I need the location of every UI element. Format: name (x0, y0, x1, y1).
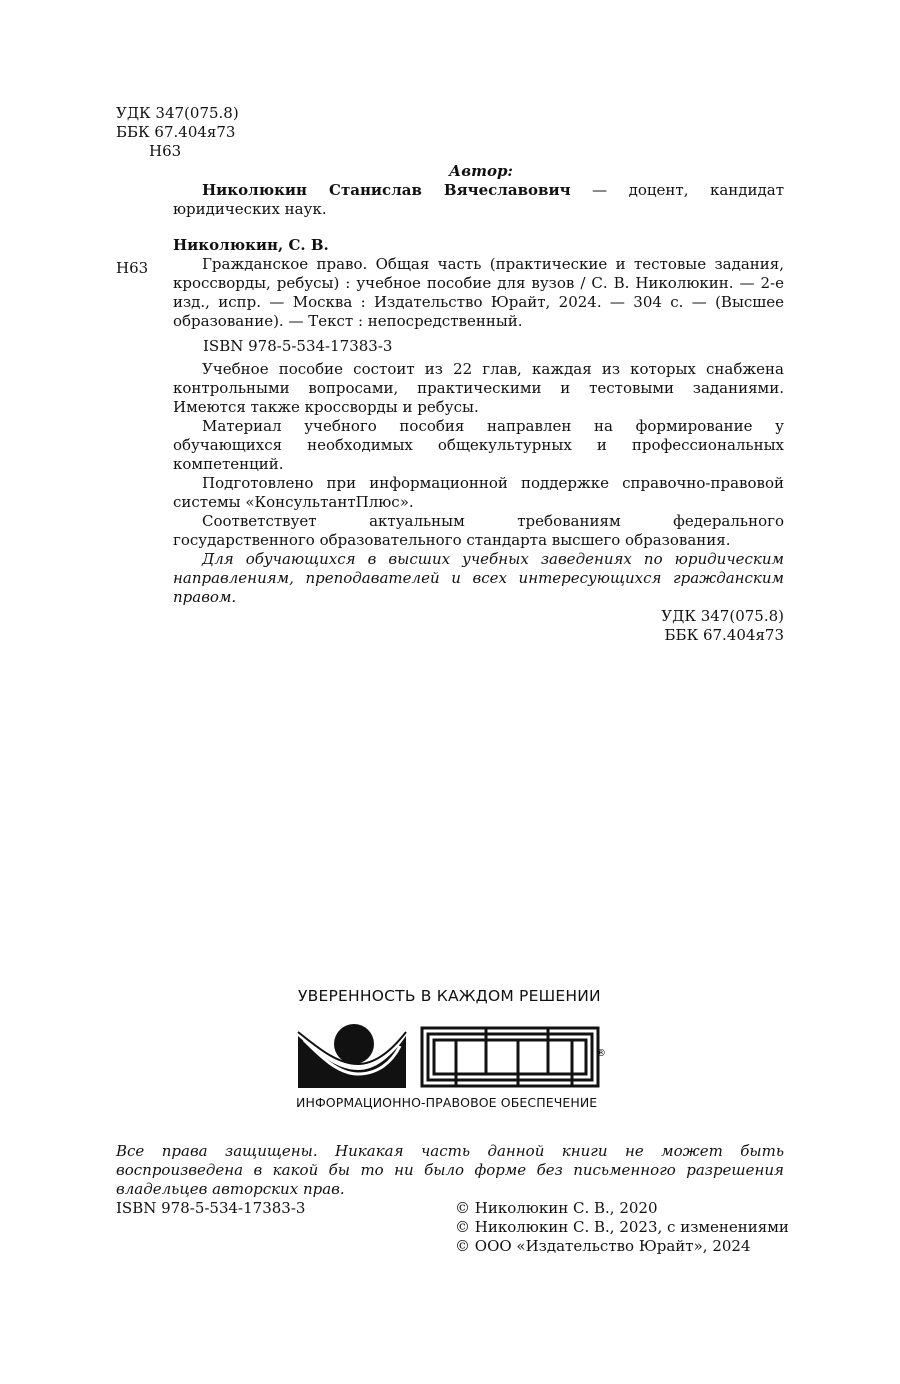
footer-isbn: ISBN 978-5-534-17383-3 (116, 1199, 306, 1217)
annotation-paragraph: Материал учебного пособия направлен на формирование у обучающихся необходимых общекультурных и профессиональных компетенций. (173, 417, 784, 473)
catalog-isbn: ISBN 978-5-534-17383-3 (203, 337, 393, 355)
copyright-list (455, 1199, 789, 1256)
author-mark: Н63 (149, 142, 182, 160)
garant-slogan: УВЕРЕННОСТЬ В КАЖДОМ РЕШЕНИИ (298, 987, 601, 1005)
annotation-paragraph: Подготовлено при информационной поддержке справочно-правовой системы «КонсультантПлюс». (173, 474, 784, 511)
garant-wordmark (422, 1028, 598, 1086)
catalog-heading: Николюкин, С. В. (173, 236, 329, 254)
garant-logo (296, 1022, 606, 1092)
annotation-paragraph: Соответствует актуальным требованиям федерального государственного образовательного стандарта высшего образования. (173, 512, 784, 549)
author-heading: Автор: (449, 162, 513, 180)
classification-block (116, 104, 239, 161)
copyright-line: © ООО «Издательство Юрайт», 2024 (455, 1237, 751, 1255)
annotation-paragraph: Учебное пособие состоит из 22 глав, каждая из которых снабжена контрольными вопросами, практическими и тестовыми заданиями. Имеются также кроссворды и ребусы. (173, 360, 784, 416)
annotation-block (173, 360, 784, 645)
rights-notice: Все права защищены. Никакая часть данной книги не может быть воспроизведена в какой бы то ни было форме без письменного разрешения владельцев авторских прав. (116, 1142, 784, 1198)
author-name: Николюкин Станислав Вячеславович (202, 181, 571, 199)
bbk-code-repeat: ББК 67.404я73 (664, 626, 784, 644)
author-details: — доцент, кандидат юридических наук. (173, 181, 785, 218)
copyright-line: © Николюкин С. В., 2023, с изменениями (455, 1218, 789, 1236)
udk-code: УДК 347(075.8) (116, 104, 239, 122)
catalog-entry: Гражданское право. Общая часть (практические и тестовые задания, кроссворды, ребусы) : учебное пособие для вузов / С. В. Николюкин. — 2-е изд., испр. — Москва : Издательство Юрайт, 2024. — 304 с. — (Высшее образование). — Текст : непосредственный. (173, 255, 784, 330)
classification-repeat (173, 607, 784, 645)
garant-tagline: ИНФОРМАЦИОННО-ПРАВОВОЕ ОБЕСПЕЧЕНИЕ (296, 1095, 598, 1110)
author-description (173, 181, 784, 219)
registered-mark: ® (596, 1048, 606, 1059)
udk-code-repeat: УДК 347(075.8) (661, 607, 784, 625)
garant-emblem-icon (298, 1024, 406, 1088)
catalog-author-mark: Н63 (116, 259, 149, 277)
audience-note: Для обучающихся в высших учебных заведениях по юридическим направлениям, преподавателей и всех интересующихся гражданским правом. (173, 550, 784, 606)
bbk-code: ББК 67.404я73 (116, 123, 236, 141)
copyright-line: © Николюкин С. В., 2020 (455, 1199, 658, 1217)
